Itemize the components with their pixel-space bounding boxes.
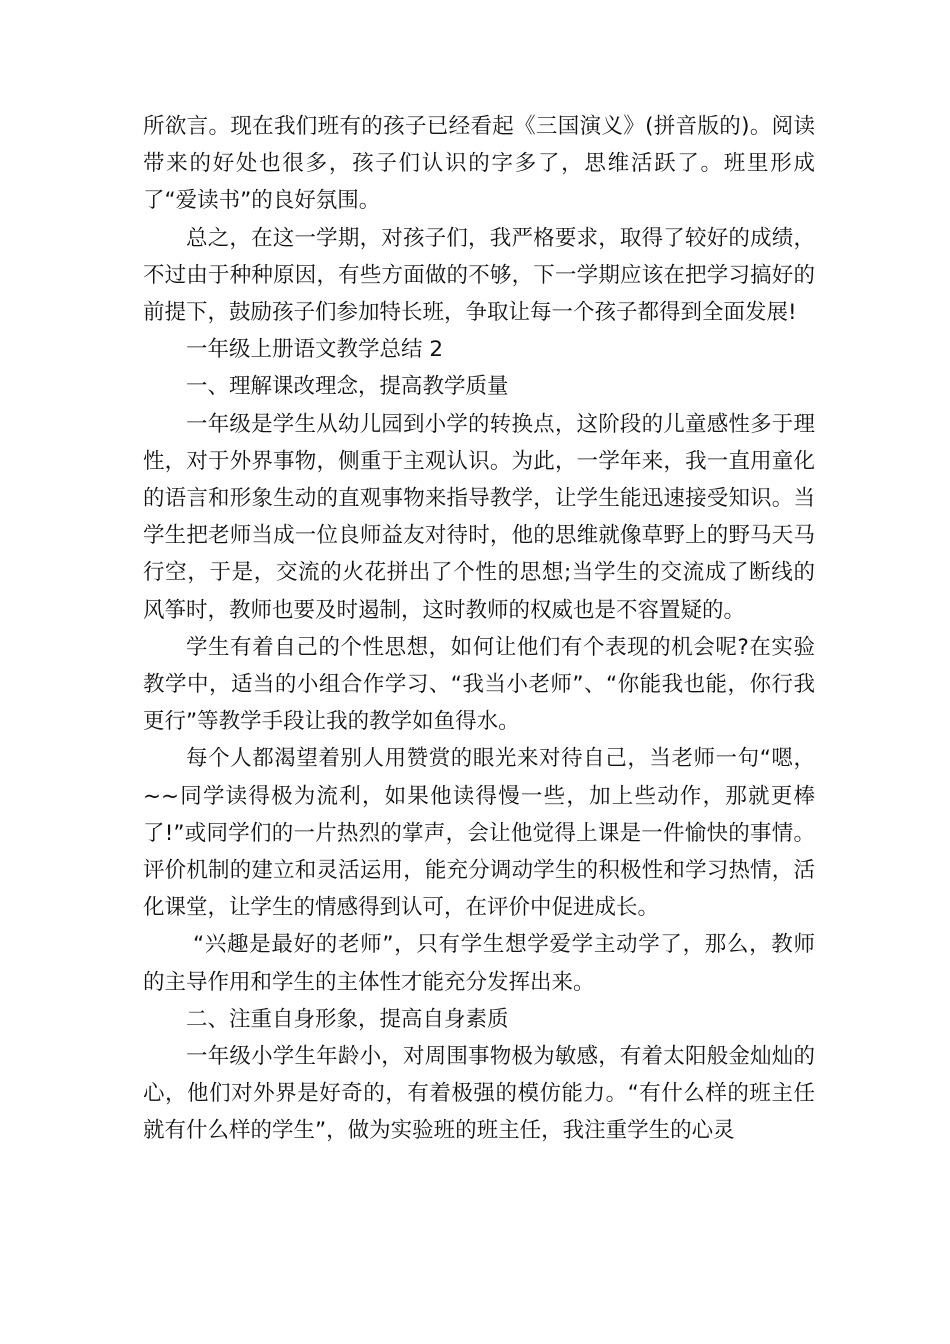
paragraph: 一年级小学生年龄小，对周围事物极为敏感，有着太阳般金灿灿的心，他们对外界是好奇的，有着极强的模仿能力。“有什么样的班主任就有什么样的学生”，做为实验班的班主任，我注重学生的心灵 [143, 1044, 815, 1144]
paragraph: 学生有着自己的个性思想，如何让他们有个表现的机会呢?在实验教学中，适当的小组合作学习、“我当小老师”、“你能我也能，你行我更行”等教学手段让我的教学如鱼得水。 [143, 634, 815, 735]
paragraph: 总之，在这一学期，对孩子们，我严格要求，取得了较好的成绩，不过由于种种原因，有些方面做的不够，下一学期应该在把学习搞好的前提下，鼓励孩子们参加特长班，争取让每一个孩子都得到全面发展! [143, 225, 815, 326]
paragraph: “兴趣是最好的老师”，只有学生想学爱学主动学了，那么，教师的主导作用和学生的主体性才能充分发挥出来。 [143, 932, 815, 995]
section-heading: 一、理解课改理念，提高教学质量 [186, 374, 509, 400]
paragraph: 所欲言。现在我们班有的孩子已经看起《三国演义》(拼音版的)。阅读带来的好处也很多，孩子们认识的字多了，思维活跃了。班里形成了“爱读书”的良好氛围。 [143, 114, 815, 214]
paragraph: 每个人都渴望着别人用赞赏的眼光来对待自己，当老师一句“嗯，~~同学读得极为流利，如果他读得慢一些，加上些动作，那就更棒了!”或同学们的一片热烈的掌声，会让他觉得上课是一件愉快的事情。评价机制的建立和灵活运用，能充分调动学生的积极性和学习热情，活化课堂，让学生的情感得到认可，在评价中促进成长。 [143, 746, 815, 921]
document-body [143, 108, 815, 1150]
section-heading: 二、注重自身形象，提高自身素质 [186, 1006, 509, 1032]
paragraph: 一年级是学生从幼儿园到小学的转换点，这阶段的儿童感性多于理性，对于外界事物，侧重于主观认识。为此，一学年来，我一直用童化的语言和形象生动的直观事物来指导教学，让学生能迅速接受知识。当学生把老师当成一位良师益友对待时，他的思维就像草野上的野马天马行空，于是，交流的火花拼出了个性的思想;当学生的交流成了断线的风筝时，教师也要及时遏制，这时教师的权威也是不容置疑的。 [143, 411, 815, 623]
section-title: 一年级上册语文教学总结 2 [186, 337, 444, 363]
